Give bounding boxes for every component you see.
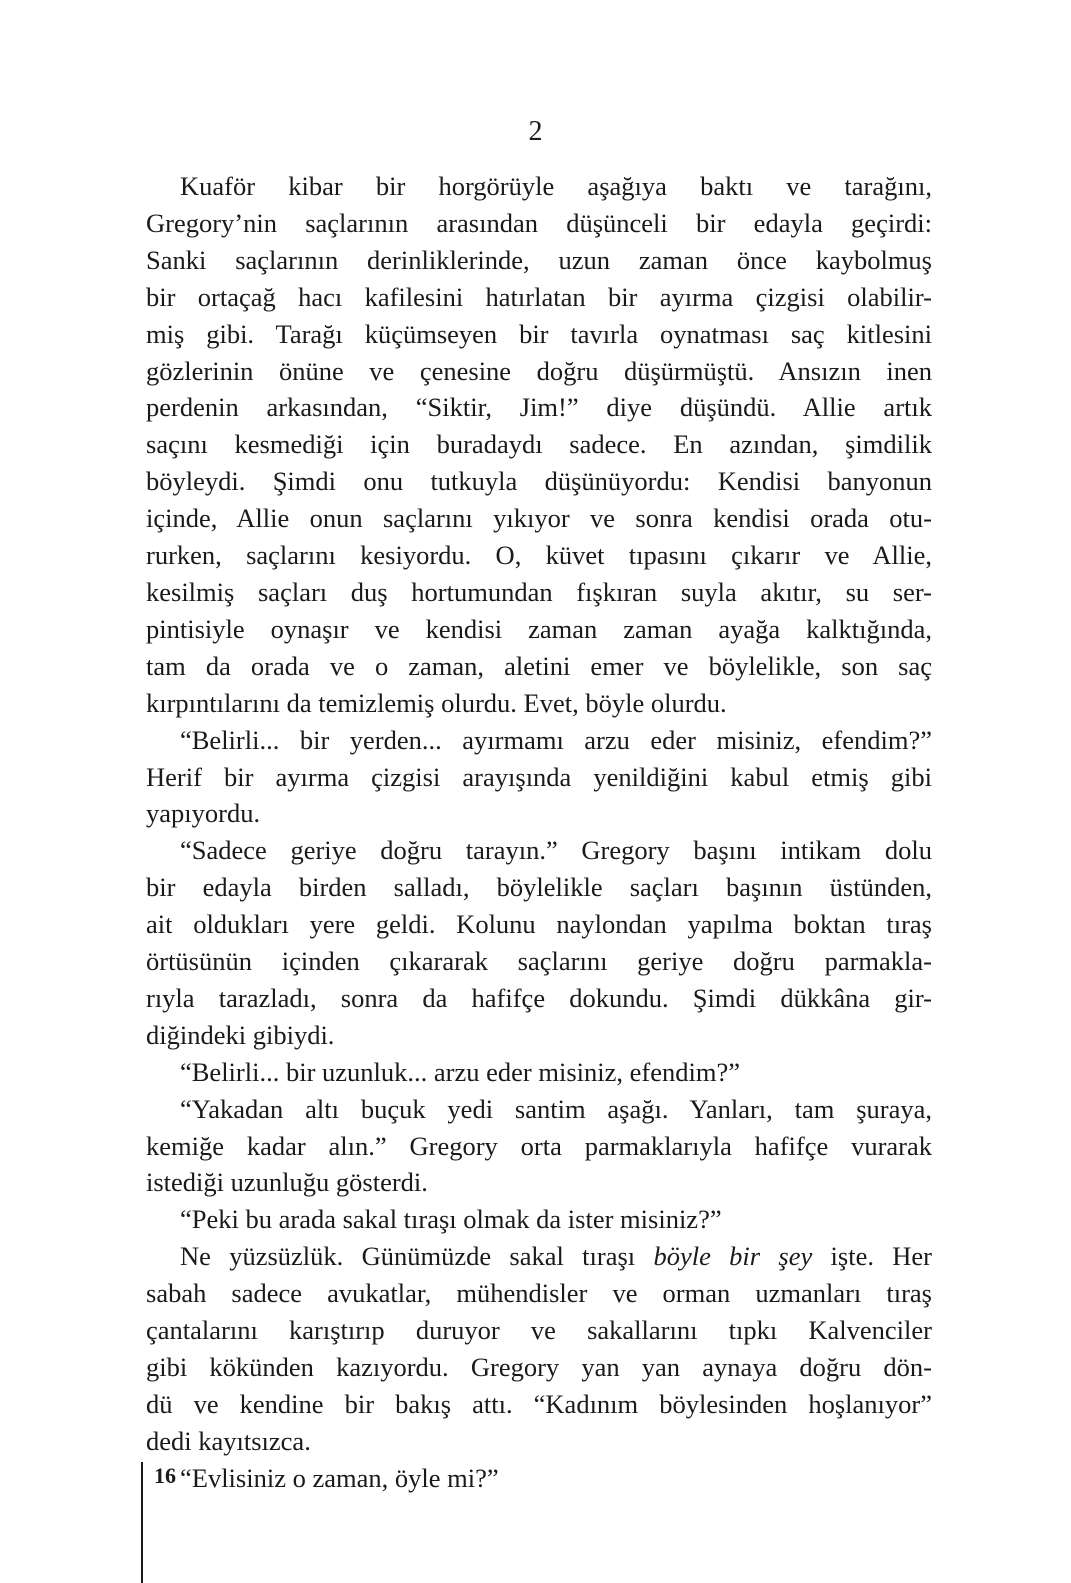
- text-line: Sanki saçlarının derinliklerinde, uzun zaman önce kaybolmuş: [146, 244, 932, 275]
- text-line: gözlerinin önüne ve çenesine doğru düşürmüştü. Ansızın inen: [146, 355, 932, 386]
- text-line: “Peki bu arada sakal tıraşı olmak da ister misiniz?”: [180, 1204, 722, 1235]
- text-line: “Yakadan altı buçuk yedi santim aşağı. Yanları, tam şuraya,: [180, 1093, 932, 1124]
- text-line: “Belirli... bir uzunluk... arzu eder misiniz, efendim?”: [180, 1056, 740, 1087]
- text-line: Kuaför kibar bir horgörüyle aşağıya baktı ve tarağını,: [180, 171, 932, 201]
- body-text: [146, 168, 932, 1497]
- text-line: bir edayla birden salladı, böylelikle saçları başının üstünden,: [146, 872, 932, 903]
- text-line: “Belirli... bir yerden... ayırmamı arzu eder misiniz, efendim?”: [180, 724, 932, 755]
- text-line: dedi kayıtsızca.: [146, 1425, 311, 1456]
- text-line: Gregory’nin saçlarının arasından düşünceli bir edayla geçirdi:: [146, 207, 932, 238]
- text-line-with-italic: [146, 1238, 932, 1275]
- text-line: Herif bir ayırma çizgisi arayışında yenildiğini kabul etmiş gibi: [146, 761, 932, 792]
- text-line: diğindeki gibiydi.: [146, 1019, 335, 1050]
- text-segment: Ne yüzsüzlük. Günümüzde sakal tıraşı: [180, 1241, 654, 1272]
- text-line: ait oldukları yere geldi. Kolunu naylondan yapılma boktan tıraş: [146, 909, 932, 940]
- text-line: dü ve kendine bir bakış attı. “Kadınım böylesinden hoşlanıyor”: [146, 1388, 932, 1419]
- text-line: örtüsünün içinden çıkararak saçlarını geriye doğru parmakla-: [146, 946, 932, 977]
- text-line: bir ortaçağ hacı kafilesini hatırlatan bir ayırma çizgisi olabilir-: [146, 281, 932, 312]
- text-line: sabah sadece avukatlar, mühendisler ve orman uzmanları tıraş: [146, 1278, 932, 1309]
- text-line: kırpıntılarını da temizlemiş olurdu. Evet, böyle olurdu.: [146, 687, 727, 718]
- text-line: tam da orada ve o zaman, aletini emer ve böylelikle, son saç: [146, 650, 932, 681]
- text-segment: işte. Her: [812, 1241, 932, 1272]
- text-line: pintisiyle oynaşır ve kendisi zaman zaman ayağa kalktığında,: [146, 613, 932, 644]
- text-line: perdenin arkasından, “Siktir, Jim!” diye düşündü. Allie artık: [146, 392, 932, 423]
- text-line: kemiğe kadar alın.” Gregory orta parmaklarıyla hafifçe vurarak: [146, 1130, 932, 1161]
- text-line: rurken, saçlarını kesiyordu. O, küvet tıpasını çıkarır ve Allie,: [146, 540, 932, 571]
- text-line: kesilmiş saçları duş hortumundan fışkıran suyla akıtır, su ser-: [146, 576, 932, 607]
- italic-phrase: böyle bir şey: [653, 1241, 813, 1272]
- text-line: “Evlisiniz o zaman, öyle mi?”: [180, 1462, 499, 1493]
- text-line: rıyla tarazladı, sonra da hafifçe dokundu. Şimdi dükkâna gir-: [146, 982, 932, 1013]
- margin-rule: [141, 1462, 143, 1583]
- text-line: miş gibi. Tarağı küçümseyen bir tavırla oynatması saç kitlesini: [146, 318, 932, 349]
- text-line: yapıyordu.: [146, 798, 261, 829]
- text-line: saçını kesmediği için buradaydı sadece. En azından, şimdilik: [146, 429, 932, 460]
- text-line: istediği uzunluğu gösterdi.: [146, 1167, 428, 1198]
- text-line: böyleydi. Şimdi onu tutkuyla düşünüyordu: Kendisi banyonun: [146, 466, 932, 497]
- text-line: içinde, Allie onun saçlarını yıkıyor ve sonra kendisi orada otu-: [146, 503, 932, 534]
- text-line: çantalarını karıştırıp duruyor ve sakallarını tıpkı Kalvenciler: [146, 1315, 932, 1346]
- chapter-number: 2: [528, 116, 543, 147]
- page-number: 16: [154, 1463, 176, 1488]
- text-line: “Sadece geriye doğru tarayın.” Gregory başını intikam dolu: [180, 835, 932, 866]
- text-line: gibi kökünden kazıyordu. Gregory yan yan aynaya doğru dön-: [146, 1352, 932, 1382]
